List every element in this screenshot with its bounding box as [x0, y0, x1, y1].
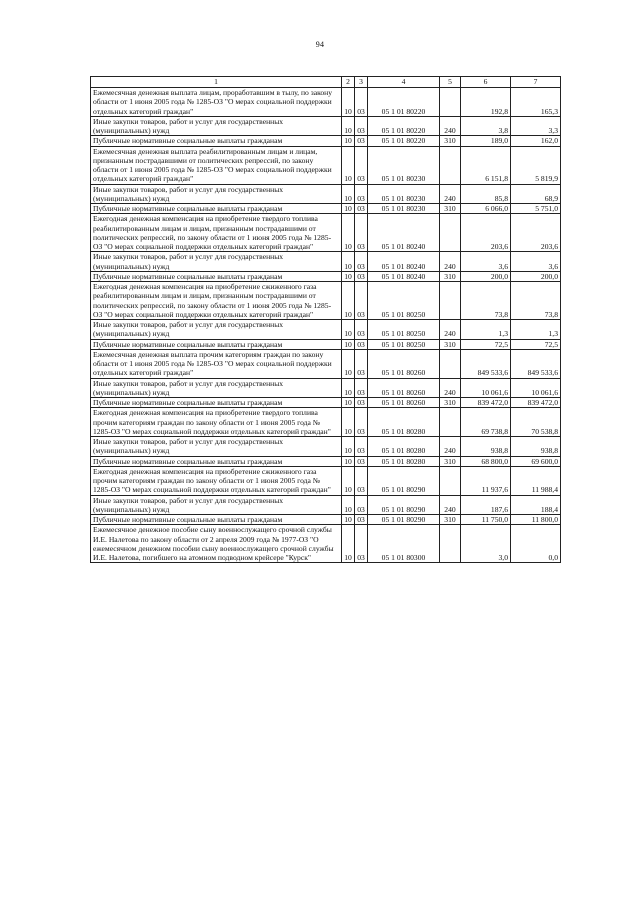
cell-amount-year2: 72,5: [511, 339, 561, 349]
cell-amount-year1: 200,0: [461, 271, 511, 281]
cell-name: Публичные нормативные социальные выплаты гражданам: [91, 398, 342, 408]
column-header-3: 3: [355, 77, 368, 88]
column-header-5: 5: [440, 77, 461, 88]
table-row: [91, 525, 561, 563]
cell-expense-type: 310: [440, 136, 461, 146]
table-row: [91, 515, 561, 525]
table-row: [91, 320, 561, 340]
cell-section: 10: [342, 184, 355, 204]
cell-name: Публичные нормативные социальные выплаты гражданам: [91, 271, 342, 281]
cell-subsection: 03: [355, 282, 368, 320]
cell-target-article: 05 1 01 80240: [368, 214, 440, 252]
cell-amount-year1: 11 750,0: [461, 515, 511, 525]
table-row: [91, 456, 561, 466]
cell-expense-type: 310: [440, 456, 461, 466]
cell-amount-year2: 839 472,0: [511, 398, 561, 408]
cell-subsection: 03: [355, 515, 368, 525]
table-row: [91, 88, 561, 117]
table-row: [91, 339, 561, 349]
cell-section: 10: [342, 271, 355, 281]
cell-amount-year1: 1,3: [461, 320, 511, 340]
cell-name: Ежемесячная денежная выплата реабилитированным лицам и лицам, признанным пострадавшими от политических репрессий, по закону области от 1 июня 2005 года № 1285-ОЗ "О мерах социальной поддержки отдельных категорий граждан": [91, 146, 342, 184]
cell-subsection: 03: [355, 349, 368, 378]
cell-amount-year1: 72,5: [461, 339, 511, 349]
cell-expense-type: 240: [440, 378, 461, 398]
cell-amount-year2: 3,6: [511, 252, 561, 272]
cell-target-article: 05 1 01 80260: [368, 378, 440, 398]
table-body: [91, 88, 561, 563]
cell-target-article: 05 1 01 80220: [368, 88, 440, 117]
header-row: [91, 77, 561, 88]
cell-amount-year2: 5 819,9: [511, 146, 561, 184]
cell-amount-year1: 85,8: [461, 184, 511, 204]
column-header-1: 1: [91, 77, 342, 88]
cell-target-article: 05 1 01 80240: [368, 252, 440, 272]
cell-expense-type: [440, 282, 461, 320]
cell-amount-year1: 6 066,0: [461, 204, 511, 214]
cell-target-article: 05 1 01 80240: [368, 271, 440, 281]
cell-expense-type: [440, 408, 461, 437]
cell-amount-year2: 3,3: [511, 116, 561, 136]
cell-name: Ежемесячное денежное пособие сыну военнослужащего срочной службы И.Е. Налетова по закону области от 2 апреля 2009 года № 1977-ОЗ "О ежемесячном денежном пособии сыну военнослужащего срочной службы И.Е. Налетова, погибшего на атомном подводном крейсере "Курск": [91, 525, 342, 563]
cell-section: 10: [342, 456, 355, 466]
cell-name: Иные закупки товаров, работ и услуг для государственных (муниципальных) нужд: [91, 252, 342, 272]
cell-amount-year2: 10 061,6: [511, 378, 561, 398]
table-row: [91, 184, 561, 204]
cell-target-article: 05 1 01 80230: [368, 204, 440, 214]
cell-amount-year1: 849 533,6: [461, 349, 511, 378]
cell-expense-type: 240: [440, 116, 461, 136]
cell-subsection: 03: [355, 378, 368, 398]
cell-amount-year1: 839 472,0: [461, 398, 511, 408]
cell-target-article: 05 1 01 80260: [368, 349, 440, 378]
cell-section: 10: [342, 252, 355, 272]
table-row: [91, 252, 561, 272]
cell-subsection: 03: [355, 408, 368, 437]
cell-expense-type: [440, 214, 461, 252]
cell-section: 10: [342, 525, 355, 563]
cell-expense-type: 310: [440, 339, 461, 349]
cell-subsection: 03: [355, 320, 368, 340]
cell-expense-type: 240: [440, 320, 461, 340]
cell-target-article: 05 1 01 80250: [368, 339, 440, 349]
cell-name: Ежегодная денежная компенсация на приобретение сжиженного газа прочим категориям граждан по закону области от 1 июня 2005 года № 1285-ОЗ "О мерах социальной поддержки отдельных категорий граждан": [91, 466, 342, 495]
cell-section: 10: [342, 204, 355, 214]
cell-target-article: 05 1 01 80300: [368, 525, 440, 563]
cell-amount-year2: 73,8: [511, 282, 561, 320]
cell-amount-year2: 11 988,4: [511, 466, 561, 495]
cell-section: 10: [342, 398, 355, 408]
cell-section: 10: [342, 320, 355, 340]
cell-expense-type: [440, 88, 461, 117]
cell-section: 10: [342, 437, 355, 457]
cell-section: 10: [342, 378, 355, 398]
cell-amount-year2: 11 800,0: [511, 515, 561, 525]
table-row: [91, 437, 561, 457]
cell-target-article: 05 1 01 80230: [368, 184, 440, 204]
table-row: [91, 349, 561, 378]
cell-amount-year2: 70 538,8: [511, 408, 561, 437]
cell-subsection: 03: [355, 252, 368, 272]
cell-amount-year2: 938,8: [511, 437, 561, 457]
cell-subsection: 03: [355, 214, 368, 252]
cell-subsection: 03: [355, 466, 368, 495]
cell-name: Ежемесячная денежная выплата прочим категориям граждан по закону области от 1 июня 2005 года № 1285-ОЗ "О мерах социальной поддержки отдельных категорий граждан": [91, 349, 342, 378]
cell-subsection: 03: [355, 204, 368, 214]
cell-amount-year1: 3,8: [461, 116, 511, 136]
cell-amount-year1: 203,6: [461, 214, 511, 252]
cell-name: Иные закупки товаров, работ и услуг для государственных (муниципальных) нужд: [91, 320, 342, 340]
budget-table: [90, 76, 561, 563]
cell-name: Иные закупки товаров, работ и услуг для государственных (муниципальных) нужд: [91, 495, 342, 515]
cell-name: Ежегодная денежная компенсация на приобретение твердого топлива реабилитированным лицам и лицам, признанным пострадавшими от политических репрессий, по закону области от 1 июня 2005 года № 1285-ОЗ "О мерах социальной поддержки отдельных категорий граждан": [91, 214, 342, 252]
cell-name: Публичные нормативные социальные выплаты гражданам: [91, 204, 342, 214]
cell-subsection: 03: [355, 184, 368, 204]
cell-amount-year2: 162,0: [511, 136, 561, 146]
cell-target-article: 05 1 01 80220: [368, 116, 440, 136]
column-header-7: 7: [511, 77, 561, 88]
cell-expense-type: 310: [440, 398, 461, 408]
cell-name: Публичные нормативные социальные выплаты гражданам: [91, 515, 342, 525]
cell-target-article: 05 1 01 80290: [368, 466, 440, 495]
cell-section: 10: [342, 88, 355, 117]
cell-subsection: 03: [355, 88, 368, 117]
cell-section: 10: [342, 515, 355, 525]
table-row: [91, 495, 561, 515]
cell-name: Публичные нормативные социальные выплаты гражданам: [91, 339, 342, 349]
cell-amount-year2: 1,3: [511, 320, 561, 340]
cell-amount-year2: 165,3: [511, 88, 561, 117]
cell-name: Иные закупки товаров, работ и услуг для государственных (муниципальных) нужд: [91, 116, 342, 136]
cell-subsection: 03: [355, 398, 368, 408]
cell-section: 10: [342, 146, 355, 184]
cell-amount-year2: 203,6: [511, 214, 561, 252]
cell-amount-year2: 200,0: [511, 271, 561, 281]
cell-target-article: 05 1 01 80280: [368, 408, 440, 437]
table-row: [91, 146, 561, 184]
cell-subsection: 03: [355, 116, 368, 136]
cell-amount-year2: 69 600,0: [511, 456, 561, 466]
cell-section: 10: [342, 339, 355, 349]
cell-amount-year2: 849 533,6: [511, 349, 561, 378]
column-header-4: 4: [368, 77, 440, 88]
cell-name: Публичные нормативные социальные выплаты гражданам: [91, 456, 342, 466]
table-row: [91, 271, 561, 281]
column-header-6: 6: [461, 77, 511, 88]
cell-amount-year2: 68,9: [511, 184, 561, 204]
cell-subsection: 03: [355, 437, 368, 457]
table-row: [91, 466, 561, 495]
table-row: [91, 378, 561, 398]
cell-target-article: 05 1 01 80290: [368, 515, 440, 525]
cell-amount-year1: 6 151,8: [461, 146, 511, 184]
cell-expense-type: [440, 349, 461, 378]
column-header-2: 2: [342, 77, 355, 88]
cell-target-article: 05 1 01 80290: [368, 495, 440, 515]
table-row: [91, 408, 561, 437]
cell-expense-type: [440, 466, 461, 495]
cell-section: 10: [342, 466, 355, 495]
cell-target-article: 05 1 01 80260: [368, 398, 440, 408]
cell-amount-year2: 0,0: [511, 525, 561, 563]
cell-subsection: 03: [355, 146, 368, 184]
cell-section: 10: [342, 408, 355, 437]
cell-amount-year2: 5 751,0: [511, 204, 561, 214]
cell-target-article: 05 1 01 80280: [368, 437, 440, 457]
cell-amount-year1: 69 738,8: [461, 408, 511, 437]
cell-amount-year1: 3,6: [461, 252, 511, 272]
table-row: [91, 116, 561, 136]
cell-section: 10: [342, 116, 355, 136]
cell-name: Публичные нормативные социальные выплаты гражданам: [91, 136, 342, 146]
cell-target-article: 05 1 01 80280: [368, 456, 440, 466]
cell-subsection: 03: [355, 495, 368, 515]
cell-subsection: 03: [355, 271, 368, 281]
cell-amount-year1: 187,6: [461, 495, 511, 515]
cell-name: Иные закупки товаров, работ и услуг для государственных (муниципальных) нужд: [91, 378, 342, 398]
cell-subsection: 03: [355, 525, 368, 563]
cell-name: Иные закупки товаров, работ и услуг для государственных (муниципальных) нужд: [91, 184, 342, 204]
table-row: [91, 136, 561, 146]
cell-section: 10: [342, 495, 355, 515]
cell-expense-type: 240: [440, 252, 461, 272]
cell-amount-year1: 3,0: [461, 525, 511, 563]
cell-amount-year1: 189,0: [461, 136, 511, 146]
table-row: [91, 282, 561, 320]
cell-expense-type: 240: [440, 495, 461, 515]
cell-target-article: 05 1 01 80250: [368, 320, 440, 340]
cell-amount-year1: 68 800,0: [461, 456, 511, 466]
cell-name: Ежегодная денежная компенсация на приобретение сжиженного газа реабилитированным лицам и лицам, признанным пострадавшими от политических репрессий, по закону области от 1 июня 2005 года № 1285-ОЗ "О мерах социальной поддержки отдельных категорий граждан": [91, 282, 342, 320]
cell-subsection: 03: [355, 456, 368, 466]
cell-amount-year1: 192,8: [461, 88, 511, 117]
cell-name: Иные закупки товаров, работ и услуг для государственных (муниципальных) нужд: [91, 437, 342, 457]
page-number: 94: [315, 40, 325, 49]
cell-section: 10: [342, 282, 355, 320]
cell-expense-type: [440, 525, 461, 563]
table-row: [91, 204, 561, 214]
cell-name: Ежемесячная денежная выплата лицам, проработавшим в тылу, по закону области от 1 июня 2005 года № 1285-ОЗ "О мерах социальной поддержки отдельных категорий граждан": [91, 88, 342, 117]
cell-target-article: 05 1 01 80250: [368, 282, 440, 320]
cell-section: 10: [342, 214, 355, 252]
cell-expense-type: 310: [440, 271, 461, 281]
cell-target-article: 05 1 01 80230: [368, 146, 440, 184]
cell-name: Ежегодная денежная компенсация на приобретение твердого топлива прочим категориям граждан по закону области от 1 июня 2005 года № 1285-ОЗ "О мерах социальной поддержки отдельных категорий граждан": [91, 408, 342, 437]
cell-target-article: 05 1 01 80220: [368, 136, 440, 146]
cell-amount-year1: 10 061,6: [461, 378, 511, 398]
table-row: [91, 214, 561, 252]
cell-expense-type: 310: [440, 204, 461, 214]
cell-expense-type: 240: [440, 184, 461, 204]
cell-subsection: 03: [355, 339, 368, 349]
cell-subsection: 03: [355, 136, 368, 146]
table-row: [91, 398, 561, 408]
cell-section: 10: [342, 349, 355, 378]
cell-amount-year1: 938,8: [461, 437, 511, 457]
cell-amount-year1: 73,8: [461, 282, 511, 320]
cell-section: 10: [342, 136, 355, 146]
cell-expense-type: 310: [440, 515, 461, 525]
cell-expense-type: 240: [440, 437, 461, 457]
cell-expense-type: [440, 146, 461, 184]
cell-amount-year1: 11 937,6: [461, 466, 511, 495]
cell-amount-year2: 188,4: [511, 495, 561, 515]
